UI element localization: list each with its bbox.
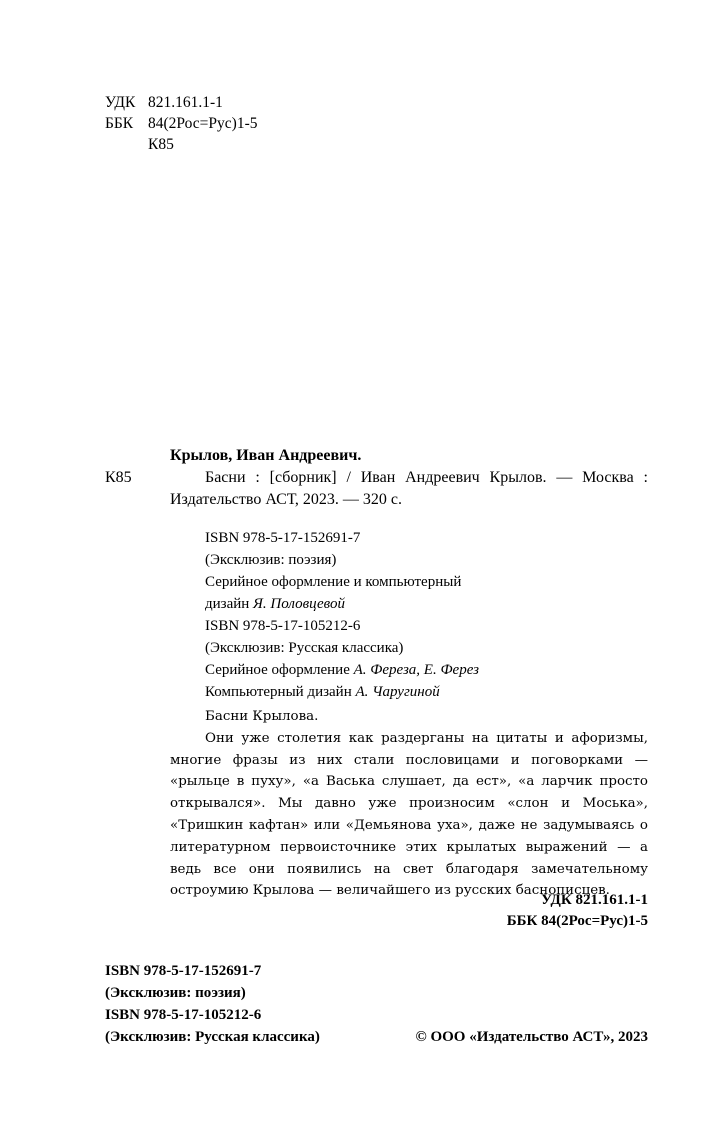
annotation-block	[170, 706, 648, 902]
computer-designer-name-classics: А. Чаругиной	[355, 684, 440, 700]
author-sign-row	[105, 134, 257, 155]
credits-group-poetry	[205, 527, 648, 615]
footer-isbn-1: ISBN 978-5-17-152691-7	[105, 963, 262, 979]
footer-last-row	[105, 1026, 648, 1048]
udk-row	[105, 92, 257, 113]
computer-design-prefix-classics: Компьютерный дизайн	[205, 684, 356, 700]
classification-block	[105, 92, 257, 155]
footer-series-1: (Эксклюзив: поэзия)	[105, 985, 246, 1001]
record-sign: К85	[105, 469, 132, 486]
record-author-heading: Крылов, Иван Андреевич.	[170, 447, 362, 464]
annotation-body: Они уже столетия как раздерганы на цитаты и афоризмы, многие фразы из них стали пословицами и поговорками — «рыльце в пуху», «а Васька слушает, да ест», «а ларчик просто открывался». Мы давно уже произносим «слон и Моська», «Тришкин кафтан» или «Демьянова уха», даже не задумываясь о литературном первоисточнике этих крылатых выражений — а ведь все они появились на свет благодаря замечательному остроумию Крылова — величайшего из русских баснописцев.	[170, 730, 648, 899]
classification-repeat-block	[260, 890, 648, 932]
series-poetry: (Эксклюзив: поэзия)	[205, 552, 337, 568]
designer-name-poetry: Я. Половцевой	[253, 596, 345, 612]
bbk-label: ББК	[105, 115, 134, 132]
design-line-poetry-1: Серийное оформление и компьютерный	[205, 574, 462, 590]
design-line-classics-2	[205, 681, 648, 703]
credits-group-classics	[205, 615, 648, 703]
bbk-repeat: ББК 84(2Рос=Рус)1-5	[506, 913, 648, 929]
record-body	[105, 467, 648, 511]
design-line-classics-1	[205, 659, 648, 681]
author-sign-value: К85	[148, 136, 174, 153]
isbn-poetry: ISBN 978-5-17-152691-7	[205, 530, 361, 546]
bibliographic-record	[105, 445, 648, 511]
series-designer-names-classics: А. Фереза, Е. Ферез	[353, 662, 479, 678]
footer-isbn-2: ISBN 978-5-17-105212-6	[105, 1007, 262, 1023]
udk-label: УДК	[105, 94, 136, 111]
udk-repeat: УДК 821.161.1-1	[541, 892, 648, 908]
design-prefix-poetry: дизайн	[205, 596, 254, 612]
footer-block	[105, 960, 648, 1048]
isbn-classics: ISBN 978-5-17-105212-6	[205, 618, 361, 634]
udk-value: 821.161.1-1	[148, 94, 223, 111]
series-design-prefix-classics: Серийное оформление	[205, 662, 354, 678]
annotation-lead: Басни Крылова.	[205, 709, 319, 724]
bbk-value: 84(2Рос=Рус)1-5	[148, 115, 258, 132]
footer-series-2: (Эксклюзив: Русская классика)	[105, 1029, 320, 1045]
copyright-notice: © ООО «Издательство АСТ», 2023	[415, 1029, 648, 1045]
series-classics: (Эксклюзив: Русская классика)	[205, 640, 404, 656]
design-line-poetry-2	[205, 593, 648, 615]
bbk-row	[105, 113, 257, 134]
record-description: Басни : [сборник] / Иван Андреевич Крылов. — Москва : Издательство АСТ, 2023. — 320 с.	[170, 469, 648, 508]
